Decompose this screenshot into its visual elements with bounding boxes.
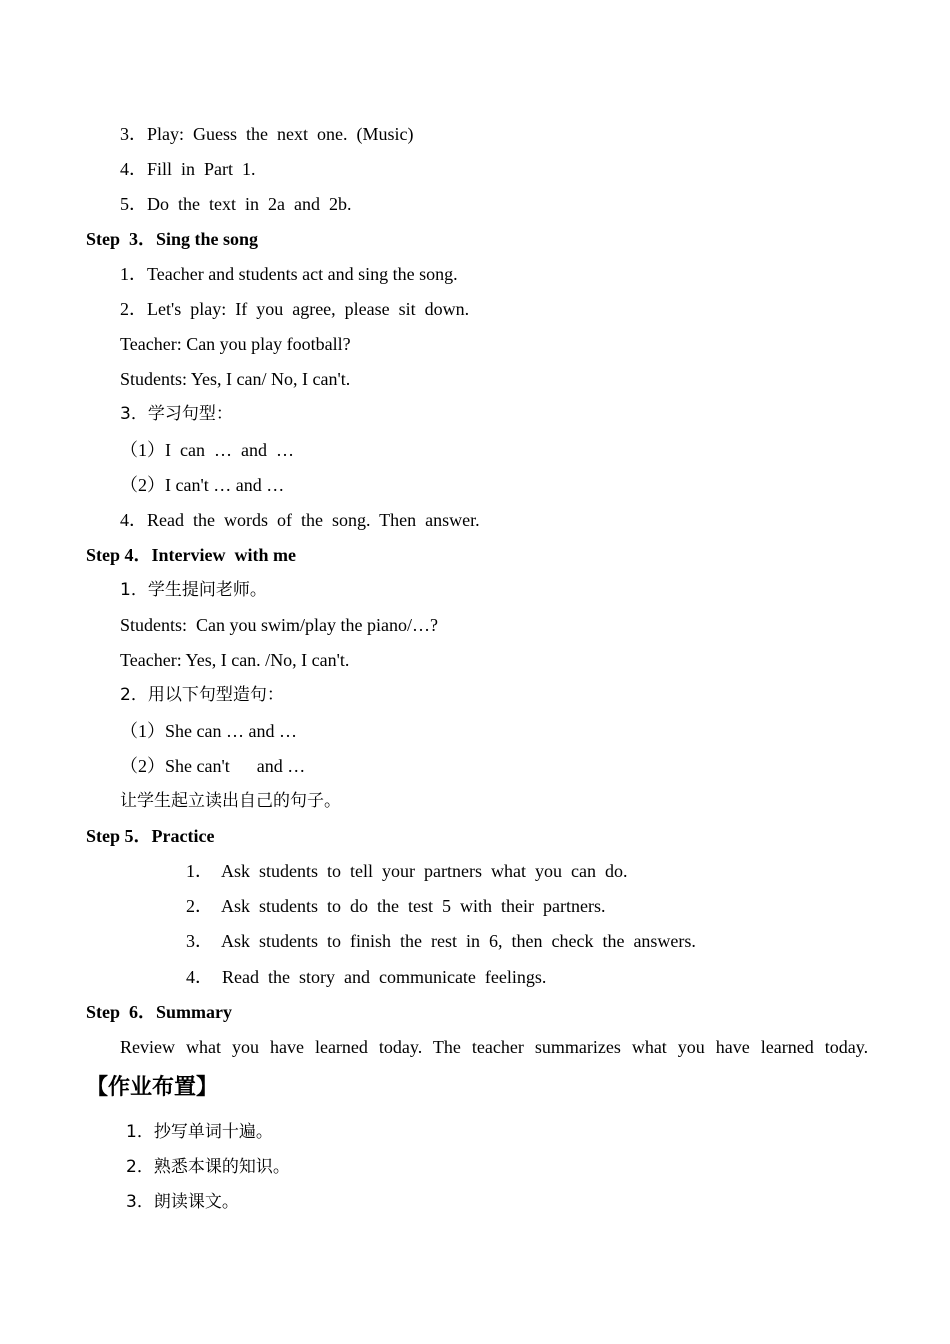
step2-item-3: 3．Play: Guess the next one. (Music) <box>120 124 414 144</box>
homework-heading: 【作业布置】 <box>86 1075 219 1100</box>
step3-item-4: 4．Read the words of the song. Then answer. <box>120 510 480 530</box>
step3-teacher-line: Teacher: Can you play football? <box>120 334 351 354</box>
step3-item-3a: （1）I can … and … <box>120 440 294 460</box>
step4-students-line: Students: Can you swim/play the piano/…? <box>120 615 438 635</box>
step3-item-3: 3．学习句型： <box>120 404 233 424</box>
step4-teacher-line: Teacher: Yes, I can. /No, I can't. <box>120 650 350 670</box>
step5-item-1: 1． Ask students to tell your partners what you can do. <box>186 861 628 881</box>
step4-item-1: 1．学生提问老师。 <box>120 580 267 600</box>
step6-heading: Step 6．Summary <box>86 1002 233 1022</box>
step5-item-2: 2． Ask students to do the test 5 with their partners. <box>186 896 606 916</box>
step2-item-4: 4．Fill in Part 1. <box>120 159 256 179</box>
step6-summary-text: Review what you have learned today. The teacher summarizes what you have learned today. <box>120 1037 869 1057</box>
step3-item-3b: （2）I can't … and … <box>120 475 285 495</box>
step5-item-3: 3． Ask students to finish the rest in 6, then check the answers. <box>186 931 696 951</box>
homework-item-3: 3．朗读课文。 <box>126 1192 239 1212</box>
step2-item-5: 5．Do the text in 2a and 2b. <box>120 194 352 214</box>
step3-item-2: 2．Let's play: If you agree, please sit down. <box>120 299 470 319</box>
step4-item-2a: （1）She can … and … <box>120 721 297 741</box>
step3-item-1: 1．Teacher and students act and sing the song. <box>120 264 458 284</box>
step3-students-line: Students: Yes, I can/ No, I can't. <box>120 369 351 389</box>
step4-heading: Step 4．Interview with me <box>86 545 296 565</box>
step4-item-2b: （2）She can't and … <box>120 756 306 776</box>
homework-item-2: 2．熟悉本课的知识。 <box>126 1157 290 1177</box>
step4-remark: 让学生起立读出自己的句子。 <box>120 791 341 811</box>
step5-heading: Step 5．Practice <box>86 826 215 846</box>
step5-item-4: 4． Read the story and communicate feelings. <box>186 967 547 987</box>
step3-heading: Step 3．Sing the song <box>86 229 259 249</box>
step4-item-2: 2．用以下句型造句： <box>120 685 284 705</box>
homework-item-1: 1．抄写单词十遍。 <box>126 1122 273 1142</box>
